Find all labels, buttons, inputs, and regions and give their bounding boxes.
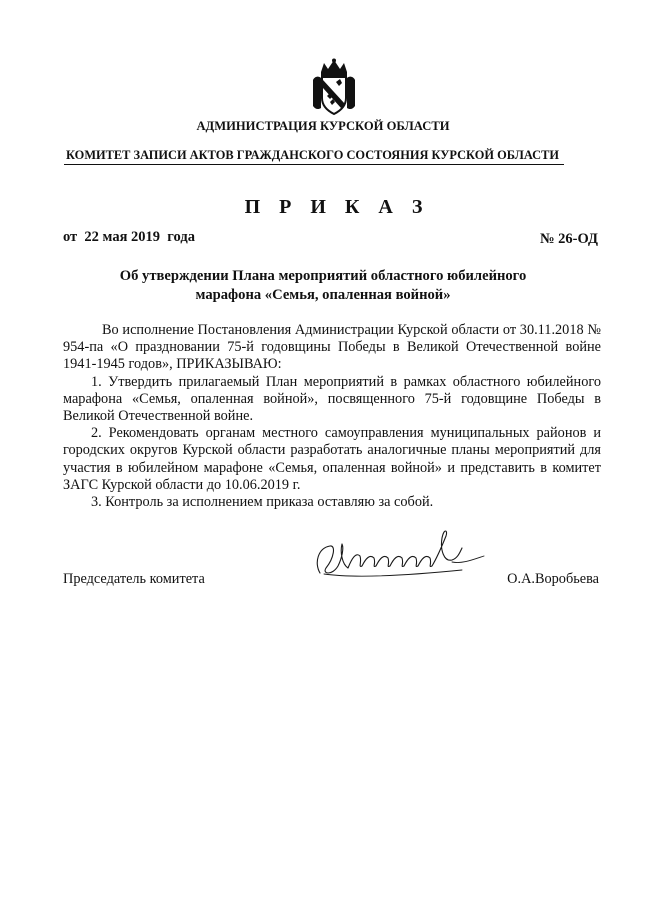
document-number: № 26-ОД [539,231,598,247]
document-body [63,322,601,511]
subject-line-2: марафона «Семья, опаленная войной» [195,287,451,303]
order-item-1: 1. Утвердить прилагаемый План мероприятий в рамках областного юбилейного марафона «Семья, опаленная войной», посвященного 75-й годовщине Победы в Великой Отечественной войне. [63,373,601,425]
document-title: П Р И К А З [244,196,430,218]
signatory-name: О.А.Воробьева [507,571,599,587]
document-subject [0,267,646,305]
handwritten-signature [312,518,492,588]
document-date: от 22 мая 2019 года [63,229,195,245]
committee-line [64,148,564,165]
order-item-2: 2. Рекомендовать органам местного самоуправления муниципальных районов и городских округов Курской области разработать аналогичные планы мероприятий для участия в юбилейном марафоне «Семья, опаленная войной» и представить в комитет ЗАГС Курской области до 10.06.2019 г. [63,425,601,493]
organization-name: АДМИНИСТРАЦИЯ КУРСКОЙ ОБЛАСТИ [196,119,450,133]
preamble-paragraph: Во исполнение Постановления Администрации Курской области от 30.11.2018 № 954-па «О праздновании 75-й годовщины Победы в Великой Отечественной войне 1941-1945 годов», ПРИКАЗЫВАЮ: [63,322,601,373]
order-item-3: 3. Контроль за исполнением приказа оставляю за собой. [91,494,434,511]
subject-line-1: Об утверждении Плана мероприятий областного юбилейного [119,268,527,284]
coat-of-arms-icon [311,58,357,116]
signatory-role: Председатель комитета [63,571,205,587]
committee-name: КОМИТЕТ ЗАПИСИ АКТОВ ГРАЖДАНСКОГО СОСТОЯНИЯ КУРСКОЙ ОБЛАСТИ [66,148,560,162]
